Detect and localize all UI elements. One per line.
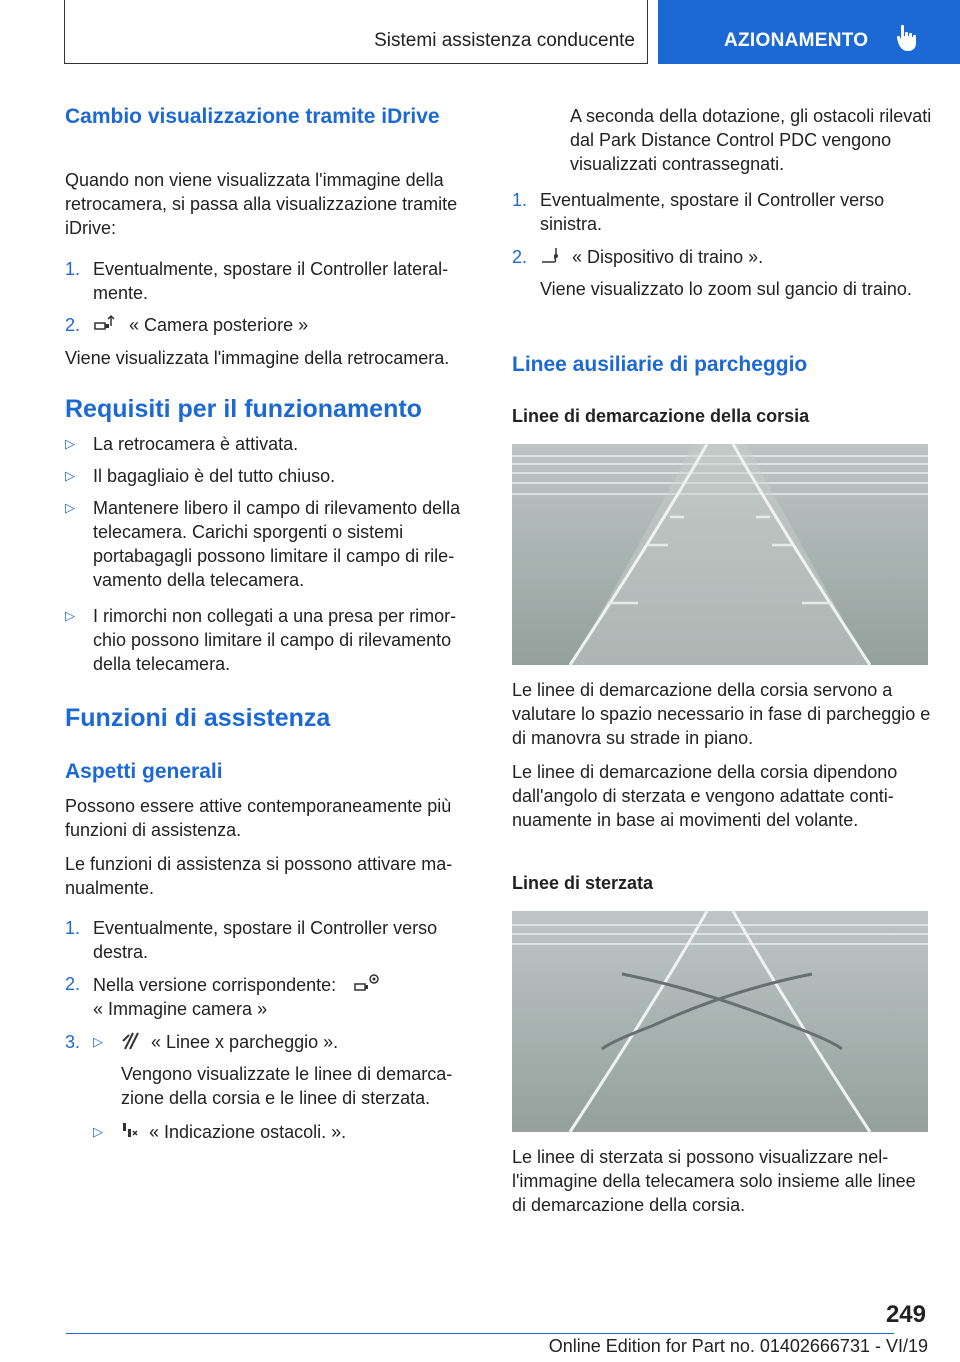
step-text: « Camera posteriore »: [129, 315, 309, 335]
camera-settings-icon: [351, 972, 381, 994]
triangle-bullet-icon: ▷: [65, 608, 75, 623]
list-item: [65, 972, 480, 1021]
heading-sterzata: Linee di sterzata: [512, 873, 654, 893]
para-aspetti-1: Possono essere attive contemporaneamente più funzioni di assistenza.: [65, 796, 452, 840]
parking-lines-icon: [121, 1031, 141, 1051]
triangle-bullet-icon: ▷: [93, 1034, 103, 1049]
para-cambio: Quando non viene visualizzata l'immagine della retrocamera, si passa alla visualizzazione tramite iDrive:: [65, 170, 458, 238]
list-item: [65, 257, 480, 305]
triangle-bullet-icon: ▷: [65, 436, 75, 451]
list-item: ▷ La retrocamera è attivata.: [65, 434, 299, 454]
header-section-box: [64, 0, 648, 64]
heading-cambio: Cambio visualizzazione tramite iDrive: [65, 105, 440, 128]
step-subtext: « Immagine camera »: [93, 999, 268, 1019]
para-sterzata: Le linee di sterzata si possono visualizzare nell'immagine della telecamera solo insieme alle linee di demarcazione della corsia.: [512, 1147, 916, 1215]
list-item: ▷ Il bagagliaio è del tutto chiuso.: [65, 466, 336, 486]
lane-lines-image: [512, 444, 928, 665]
header-chapter-title: AZIONAMENTO: [724, 30, 869, 51]
step-text: « Linee x parcheggio ».: [151, 1032, 339, 1052]
step-number: 1.: [65, 259, 81, 279]
step-text: Nella versione corrispondente:: [93, 975, 337, 995]
pointing-hand-icon: [896, 24, 920, 52]
step-number: 1.: [65, 918, 81, 938]
footer-divider: [66, 1333, 894, 1334]
steering-lines-image: [512, 911, 928, 1132]
header-section-title: Sistemi assistenza conducente: [374, 30, 635, 51]
step-subtext: Vengono visualizzate le linee di demarcazione della corsia e le linee di sterzata.: [121, 1064, 453, 1108]
heading-requisiti: Requisiti per il funzionamento: [65, 395, 422, 423]
triangle-bullet-icon: ▷: [65, 500, 75, 515]
triangle-bullet-icon: ▷: [65, 468, 75, 483]
heading-funzioni: Funzioni di assistenza: [65, 704, 331, 732]
list-item: [65, 313, 480, 337]
step-number: 1.: [512, 190, 528, 210]
footer-edition: Online Edition for Part no. 01402666731 - VI/19: [548, 1336, 928, 1356]
step-text: Eventualmente, spostare il Controller verso sinistra.: [540, 190, 885, 234]
list-item: [512, 188, 932, 236]
step-number: 2.: [512, 247, 528, 267]
tow-hitch-icon: [540, 246, 562, 266]
triangle-bullet-icon: ▷: [93, 1124, 103, 1139]
obstacle-indicator-icon: [121, 1121, 139, 1141]
step-subtext: Viene visualizzato lo zoom sul gancio di traino.: [540, 279, 912, 299]
step-text: « Indicazione ostacoli. ».: [149, 1122, 347, 1142]
step-number: 3.: [65, 1032, 81, 1052]
para-corsia-2: Le linee di demarcazione della corsia dipendono dall'angolo di sterzata e vengono adattate continuamente in base ai movimenti del volante.: [512, 762, 898, 830]
step-text: Eventualmente, spostare il Controller lateralmente.: [93, 259, 449, 303]
rear-camera-icon: [93, 314, 119, 334]
heading-linee-ausiliarie: Linee ausiliarie di parcheggio: [512, 353, 808, 376]
para-aspetti-2: Le funzioni di assistenza si possono attivare manualmente.: [65, 854, 453, 898]
list-item: [65, 1030, 480, 1110]
heading-aspetti: Aspetti generali: [65, 760, 223, 783]
step-text: Eventualmente, spostare il Controller verso destra.: [93, 918, 438, 962]
page-number: 249: [885, 1301, 926, 1328]
step-number: 2.: [65, 974, 81, 994]
para-pdc: A seconda della dotazione, gli ostacoli rilevati dal Park Distance Control PDC vengono visualizzati contrassegnati.: [570, 106, 932, 174]
header-chapter-tab: [658, 0, 960, 64]
heading-demarcazione: Linee di demarcazione della corsia: [512, 406, 810, 426]
list-item: [512, 245, 932, 301]
list-item: ▷ I rimorchi non collegati a una presa per rimorchio possono limitare il campo di rilevamento della telecamera.: [65, 606, 457, 674]
para-corsia-1: Le linee di demarcazione della corsia servono a valutare lo spazio necessario in fase di parcheggio e di manovra su strade in piano.: [512, 680, 931, 748]
para-cambio-2: Viene visualizzata l'immagine della retrocamera.: [65, 348, 450, 368]
list-item: [65, 916, 480, 964]
list-item: ▷ Mantenere libero il campo di rilevamento della telecamera. Carichi sporgenti o sistemi portabagagli possono limitare il campo di rilevamento della telecamera.: [65, 498, 461, 590]
step-text: « Dispositivo di traino ».: [572, 247, 764, 267]
step-number: 2.: [65, 315, 81, 335]
list-item: [65, 1120, 480, 1144]
